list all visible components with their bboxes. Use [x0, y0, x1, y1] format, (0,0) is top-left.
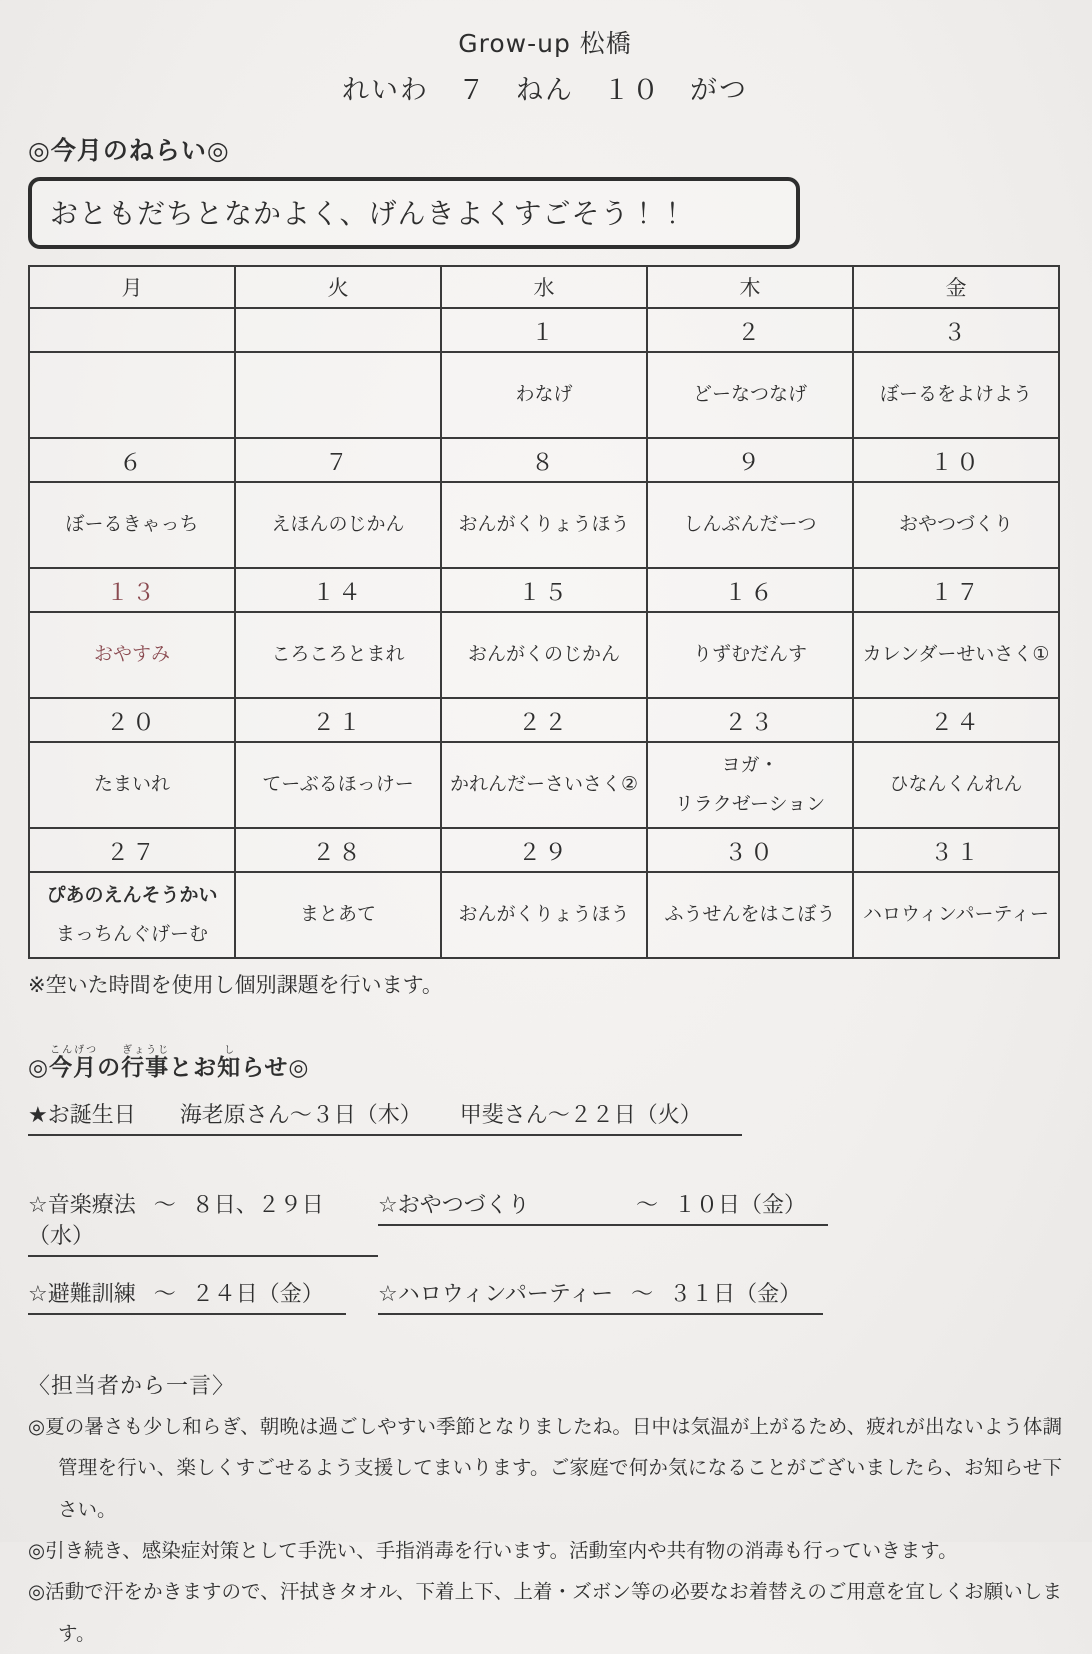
- event-slot: [28, 1188, 378, 1257]
- activity-cell: [235, 352, 441, 438]
- day-header-mon: 月: [29, 266, 235, 308]
- date-cell: ３０: [647, 828, 853, 872]
- activity-cell: [647, 872, 853, 958]
- comment-paragraph: ◎活動で汗をかきますので、汗拭きタオル、下着上下、上着・ズボン等の必要なお着替えのご用意を宜しくお願いします。: [28, 1580, 1062, 1645]
- activity-cell: [647, 482, 853, 568]
- goal-box: [28, 177, 800, 249]
- birthday-entry: 海老原さん～３日（木）: [179, 1103, 422, 1128]
- date-cell-holiday: １３: [29, 568, 235, 612]
- date-cell: ９: [647, 438, 853, 482]
- event-dates: １０日（金）: [674, 1193, 807, 1218]
- event-label: ☆おやつづくり: [378, 1193, 530, 1218]
- date-cell: ２９: [441, 828, 647, 872]
- event-tilde: ～: [636, 1193, 659, 1218]
- activity-cell: [441, 742, 647, 828]
- date-cell: ２２: [441, 698, 647, 742]
- date-row-week5: [29, 828, 1059, 872]
- event-halloween-party: [378, 1277, 823, 1315]
- day-header-row: [29, 266, 1059, 308]
- activity-cell: [235, 612, 441, 698]
- event-dates: ３１日（金）: [669, 1282, 802, 1307]
- calendar-footnote: ※空いた時間を使用し個別課題を行います。: [28, 973, 443, 997]
- activity-row-week5: [29, 872, 1059, 958]
- activity-cell: [235, 482, 441, 568]
- date-cell: ３１: [853, 828, 1059, 872]
- activity-cell: [853, 872, 1059, 958]
- date-cell: １６: [647, 568, 853, 612]
- activity-cell: [647, 352, 853, 438]
- activity-line: りずむだんす: [692, 643, 807, 666]
- activity-line: かれんだーさいさく②: [449, 773, 639, 796]
- date-line: れいわ ７ ねん １０ がつ: [342, 75, 748, 106]
- activity-cell: [441, 872, 647, 958]
- date-cell: ２１: [235, 698, 441, 742]
- event-tilde: ～: [153, 1282, 176, 1307]
- activity-line: しんぶんだーつ: [683, 513, 817, 536]
- date-cell: ３: [853, 308, 1059, 352]
- date-cell: ７: [235, 438, 441, 482]
- comment-paragraph: ◎引き続き、感染症対策として手洗い、手指消毒を行います。活動室内や共有物の消毒も行っていきます。: [28, 1538, 958, 1562]
- calendar-table: [28, 265, 1060, 959]
- date-cell: １４: [235, 568, 441, 612]
- event-tilde: ～: [631, 1282, 654, 1307]
- event-dates: ８日、２９日（水）: [28, 1193, 324, 1249]
- date-cell: ２７: [29, 828, 235, 872]
- activity-line: ぼーるをよけよう: [879, 383, 1032, 406]
- comments-body: [28, 1406, 1062, 1654]
- notices-heading-part: の: [97, 1055, 122, 1081]
- activity-line: どーなつなげ: [692, 383, 807, 406]
- day-header-fri: 金: [853, 266, 1059, 308]
- date-cell: １７: [853, 568, 1059, 612]
- date-cell: ２０: [29, 698, 235, 742]
- activity-line: ひなんくんれん: [889, 773, 1023, 796]
- activity-row-week3: [29, 612, 1059, 698]
- date-cell: [29, 308, 235, 352]
- activity-line: カレンダーせいさく①: [862, 643, 1050, 666]
- event-dates: ２４日（金）: [191, 1282, 324, 1307]
- date-row-week2: [29, 438, 1059, 482]
- day-header-tue: 火: [235, 266, 441, 308]
- notices-heading-part: とお: [169, 1055, 218, 1081]
- activity-line: ぴあのえんそうかい: [46, 883, 218, 906]
- activity-cell: [647, 612, 853, 698]
- day-header-wed: 水: [441, 266, 647, 308]
- activity-row-week2: [29, 482, 1059, 568]
- activity-cell: [29, 872, 235, 958]
- notices-heading-part: 今月こんげつ: [49, 1045, 98, 1081]
- activity-line: ふうせんをはこぼう: [664, 903, 836, 926]
- goal-text: おともだちとなかよく、げんきよくすごそう！！: [50, 197, 688, 230]
- activity-row-week4: [29, 742, 1059, 828]
- activity-cell-holiday: [29, 612, 235, 698]
- event-evacuation-drill: [28, 1277, 346, 1315]
- activity-line: ハロウィンパーティー: [862, 903, 1049, 926]
- activity-line: わなげ: [515, 383, 573, 406]
- goal-heading: ◎今月のねらい◎: [28, 136, 230, 165]
- activity-line: たまいれ: [93, 773, 170, 796]
- activity-cell: [647, 742, 853, 828]
- birthday-label: ★お誕生日: [28, 1103, 136, 1128]
- birthday-entry: 甲斐さん～２２日（火）: [459, 1103, 702, 1128]
- notices-heading-part: らせ◎: [241, 1055, 310, 1081]
- activity-cell: [853, 742, 1059, 828]
- activity-line: まっちんぐげーむ: [55, 922, 208, 945]
- activity-line: おやつづくり: [898, 513, 1013, 536]
- date-row-week4: [29, 698, 1059, 742]
- date-cell: ８: [441, 438, 647, 482]
- notices-heading-part: 知し: [217, 1045, 242, 1081]
- date-cell: １５: [441, 568, 647, 612]
- activity-cell: [29, 352, 235, 438]
- activity-cell: [235, 872, 441, 958]
- activity-cell: [441, 352, 647, 438]
- event-slot: [28, 1277, 378, 1315]
- notices-heading-part: 行事ぎょうじ: [121, 1045, 170, 1081]
- date-row-week1: [29, 308, 1059, 352]
- comment-paragraph: ◎夏の暑さも少し和らぎ、朝晩は過ごしやすい季節となりましたね。日中は気温が上がるため、疲れが出ないよう体調管理を行い、楽しくすごせるよう支援してまいります。ご家庭で何か気になることがございましたら、お知らせ下さい。: [28, 1415, 1062, 1521]
- activity-line: ヨガ・: [721, 753, 779, 776]
- date-cell: ２: [647, 308, 853, 352]
- event-slot: [378, 1188, 828, 1257]
- activity-line: おんがくのじかん: [467, 643, 620, 666]
- activity-line: ぼーるきゃっち: [65, 513, 199, 536]
- birthday-line: [28, 1098, 1062, 1136]
- activity-line: ころころとまれ: [271, 643, 405, 666]
- activity-cell: [853, 612, 1059, 698]
- activity-line: おんがくりょうほう: [458, 903, 630, 926]
- date-cell: [235, 308, 441, 352]
- activity-line: リラクゼーション: [674, 792, 826, 815]
- activity-line: えほんのじかん: [271, 513, 405, 536]
- event-label: ☆ハロウィンパーティー: [378, 1282, 614, 1307]
- activity-line: てーぶるほっけー: [262, 773, 414, 796]
- day-header-thu: 木: [647, 266, 853, 308]
- events-row-1: [28, 1188, 1062, 1257]
- date-cell: １: [441, 308, 647, 352]
- activity-line: まとあて: [299, 903, 376, 926]
- events-row-2: [28, 1277, 1062, 1315]
- activity-cell: [853, 352, 1059, 438]
- activity-line: おやすみ: [93, 643, 170, 666]
- notices-heading-part: ◎: [28, 1055, 50, 1081]
- activity-cell: [441, 612, 647, 698]
- date-cell: １０: [853, 438, 1059, 482]
- birthday-underline: [28, 1098, 742, 1136]
- activity-cell: [29, 482, 235, 568]
- activity-line: おんがくりょうほう: [458, 513, 630, 536]
- activity-cell: [235, 742, 441, 828]
- activity-row-week1: [29, 352, 1059, 438]
- date-cell: ６: [29, 438, 235, 482]
- date-cell: ２８: [235, 828, 441, 872]
- notices-heading: [28, 1045, 1062, 1082]
- date-row-week3: [29, 568, 1059, 612]
- date-cell: ２３: [647, 698, 853, 742]
- event-label: ☆避難訓練: [28, 1282, 136, 1307]
- date-cell: ２４: [853, 698, 1059, 742]
- comments-heading: 〈担当者から一言〉: [28, 1374, 236, 1399]
- event-tilde: ～: [153, 1193, 176, 1218]
- activity-cell: [29, 742, 235, 828]
- event-slot: [378, 1277, 823, 1315]
- activity-cell: [853, 482, 1059, 568]
- event-snack-making: [378, 1188, 828, 1226]
- org-title: Grow-up 松橋: [458, 29, 632, 58]
- event-label: ☆音楽療法: [28, 1193, 136, 1218]
- event-music-therapy: [28, 1188, 378, 1257]
- activity-cell: [441, 482, 647, 568]
